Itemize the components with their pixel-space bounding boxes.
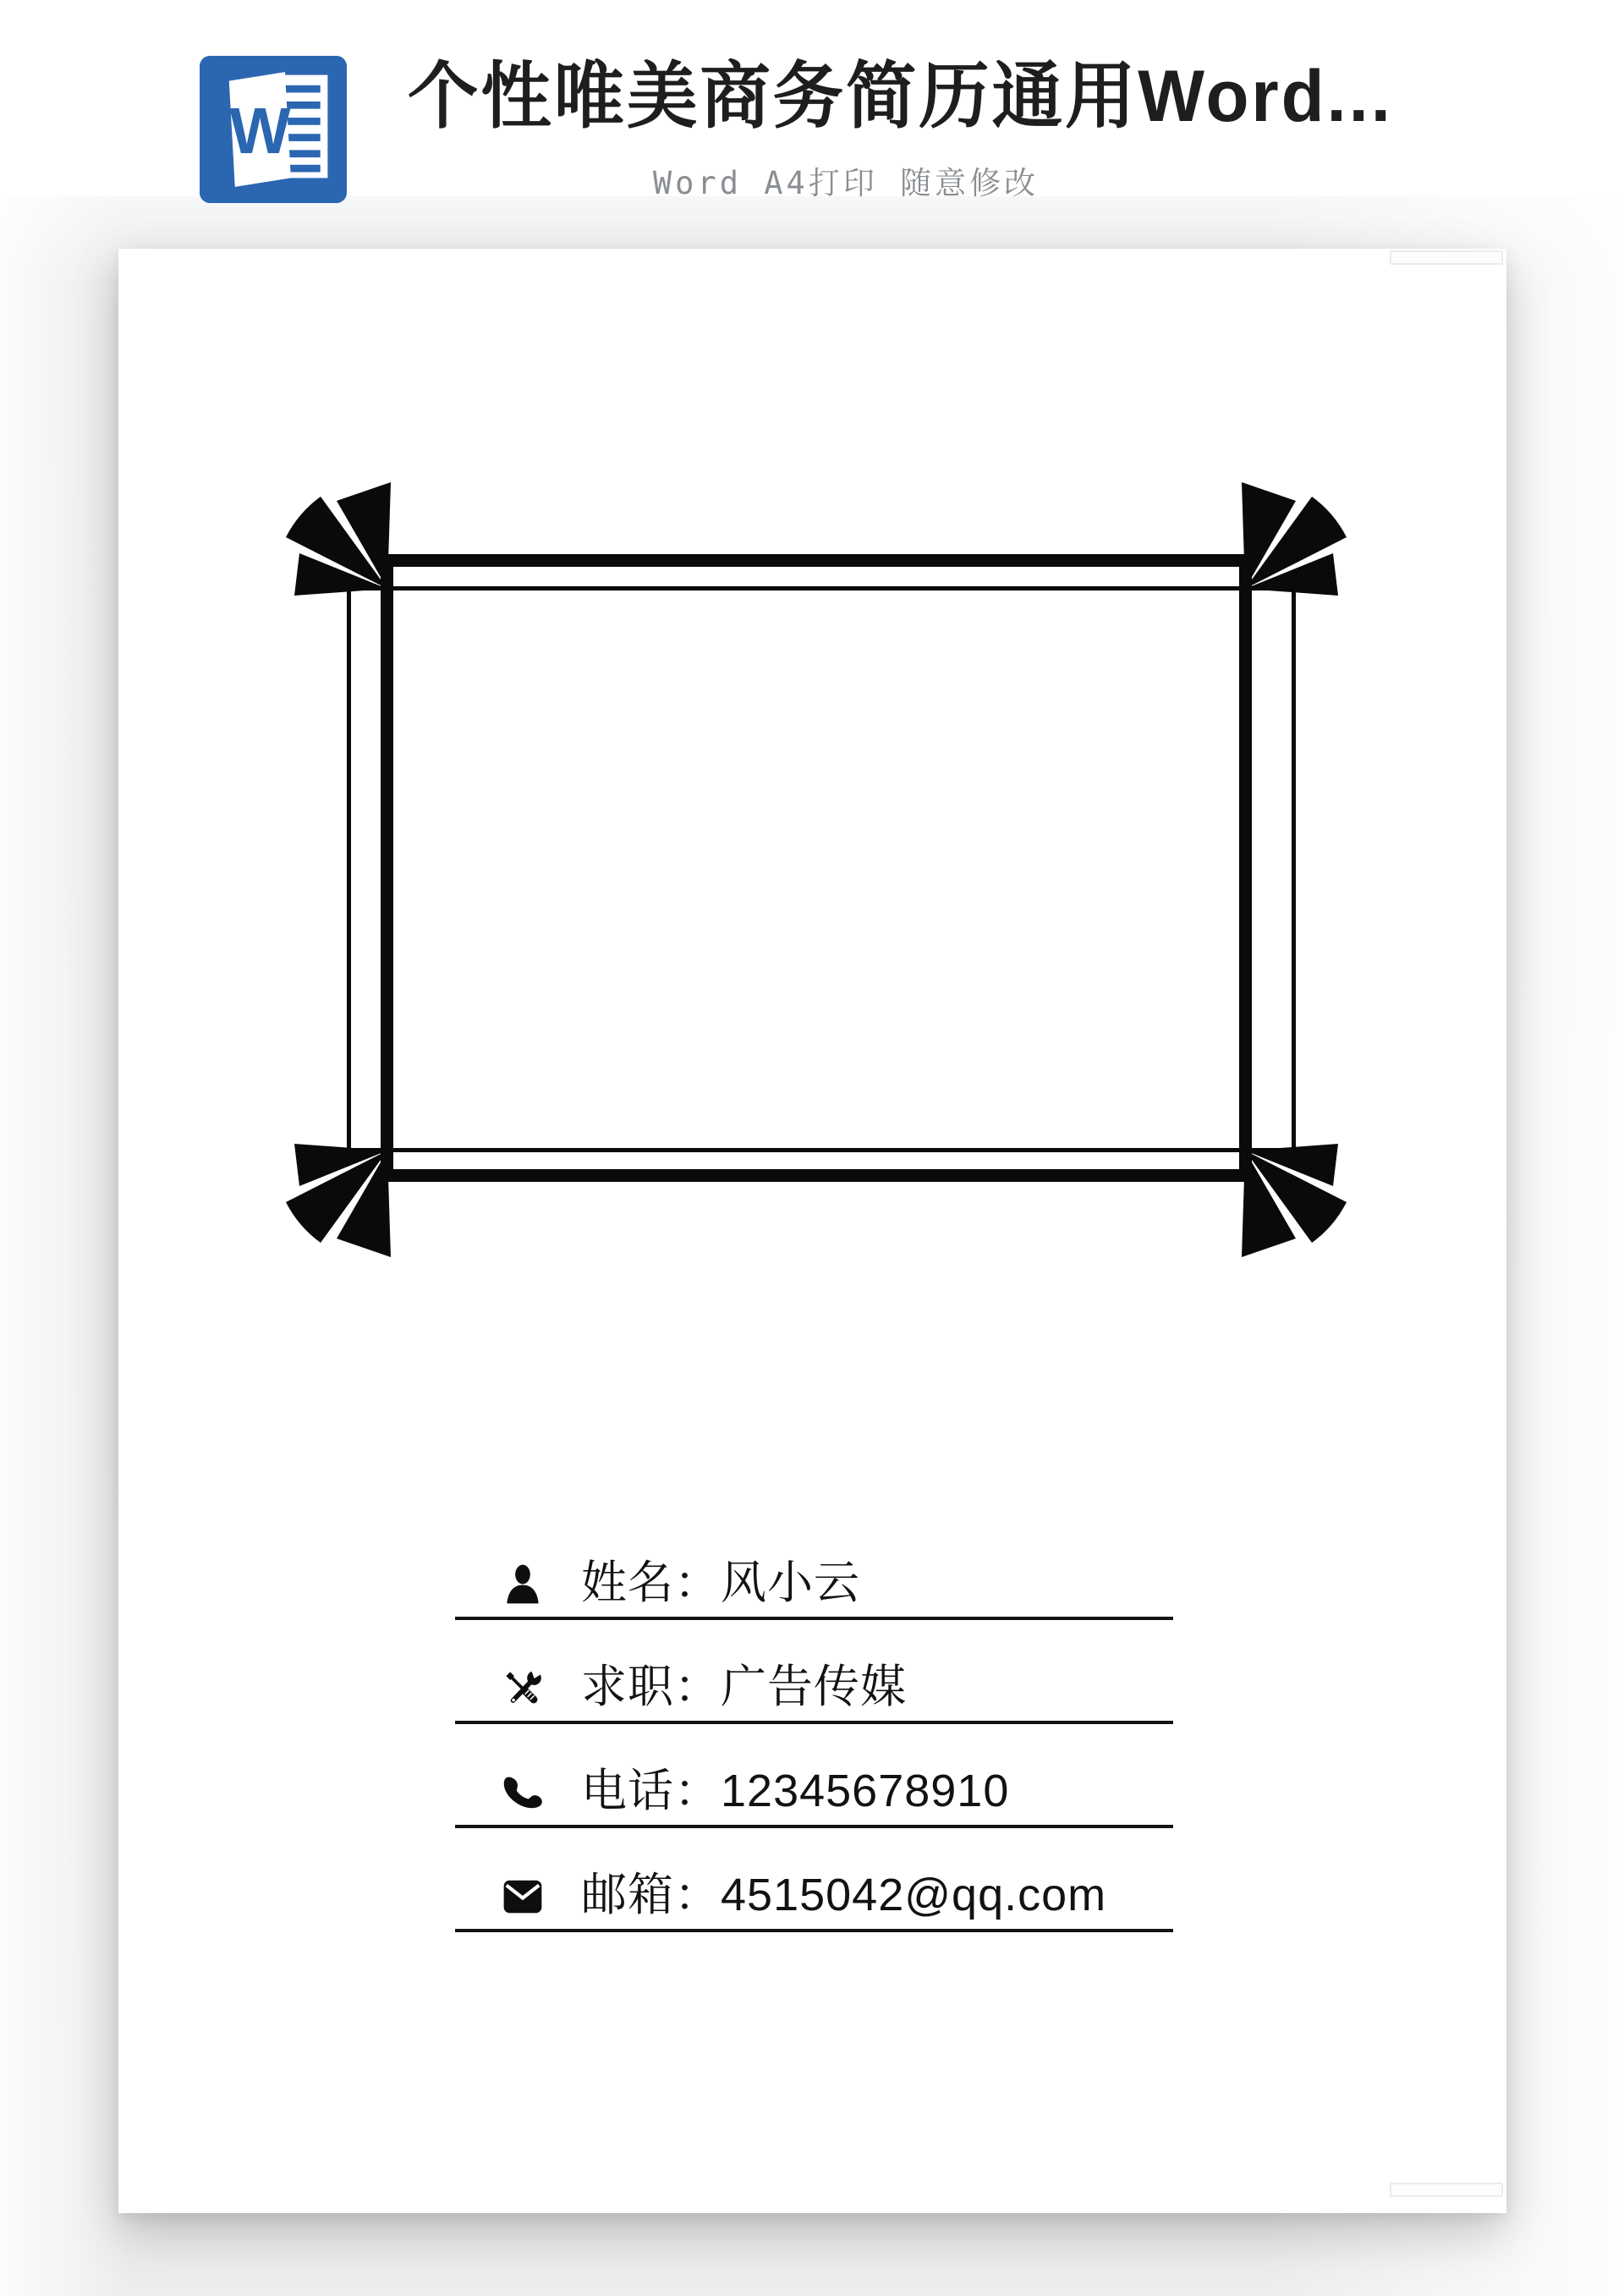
contact-value: 12345678910 (721, 1765, 1010, 1816)
word-icon-letter: W (229, 95, 291, 168)
corner-fan-top-right (1237, 462, 1372, 597)
page-edge-marker-top (1390, 250, 1503, 265)
corner-fan-bottom-right (1237, 1142, 1372, 1277)
word-app-icon (200, 56, 347, 203)
contact-separator: ： (674, 1557, 721, 1608)
contact-row (455, 1620, 1173, 1724)
backdrop-gradient-left (0, 196, 127, 2296)
contact-row (455, 1724, 1173, 1828)
mail-icon (501, 1875, 545, 1919)
template-title: 个性唯美商务简历通用Word... (408, 56, 1393, 137)
contact-row (455, 1828, 1173, 1932)
document-page (118, 249, 1506, 2213)
contact-label: 电话 (581, 1765, 674, 1816)
contact-value: 风小云 (721, 1557, 860, 1608)
contact-value: 4515042@qq.com (721, 1869, 1107, 1920)
corner-fan-top-left (261, 462, 396, 597)
contact-separator: ： (674, 1661, 721, 1712)
frame-inner-rectangle (347, 586, 1296, 1152)
contact-row (455, 1516, 1173, 1620)
contact-separator: ： (674, 1765, 721, 1816)
contact-label: 邮箱 (581, 1869, 674, 1920)
phone-icon (501, 1771, 545, 1815)
contact-label: 求职 (581, 1661, 674, 1712)
contact-label: 姓名 (581, 1557, 674, 1608)
tools-icon (501, 1667, 545, 1711)
contact-value: 广告传媒 (721, 1661, 907, 1712)
template-subtitle: Word A4打印 随意修改 (652, 165, 1040, 201)
page-edge-marker-bottom (1390, 2183, 1503, 2197)
contact-separator: ： (674, 1869, 721, 1920)
corner-fan-bottom-left (261, 1142, 396, 1277)
contact-list (455, 1516, 1173, 1932)
person-icon (501, 1563, 545, 1607)
